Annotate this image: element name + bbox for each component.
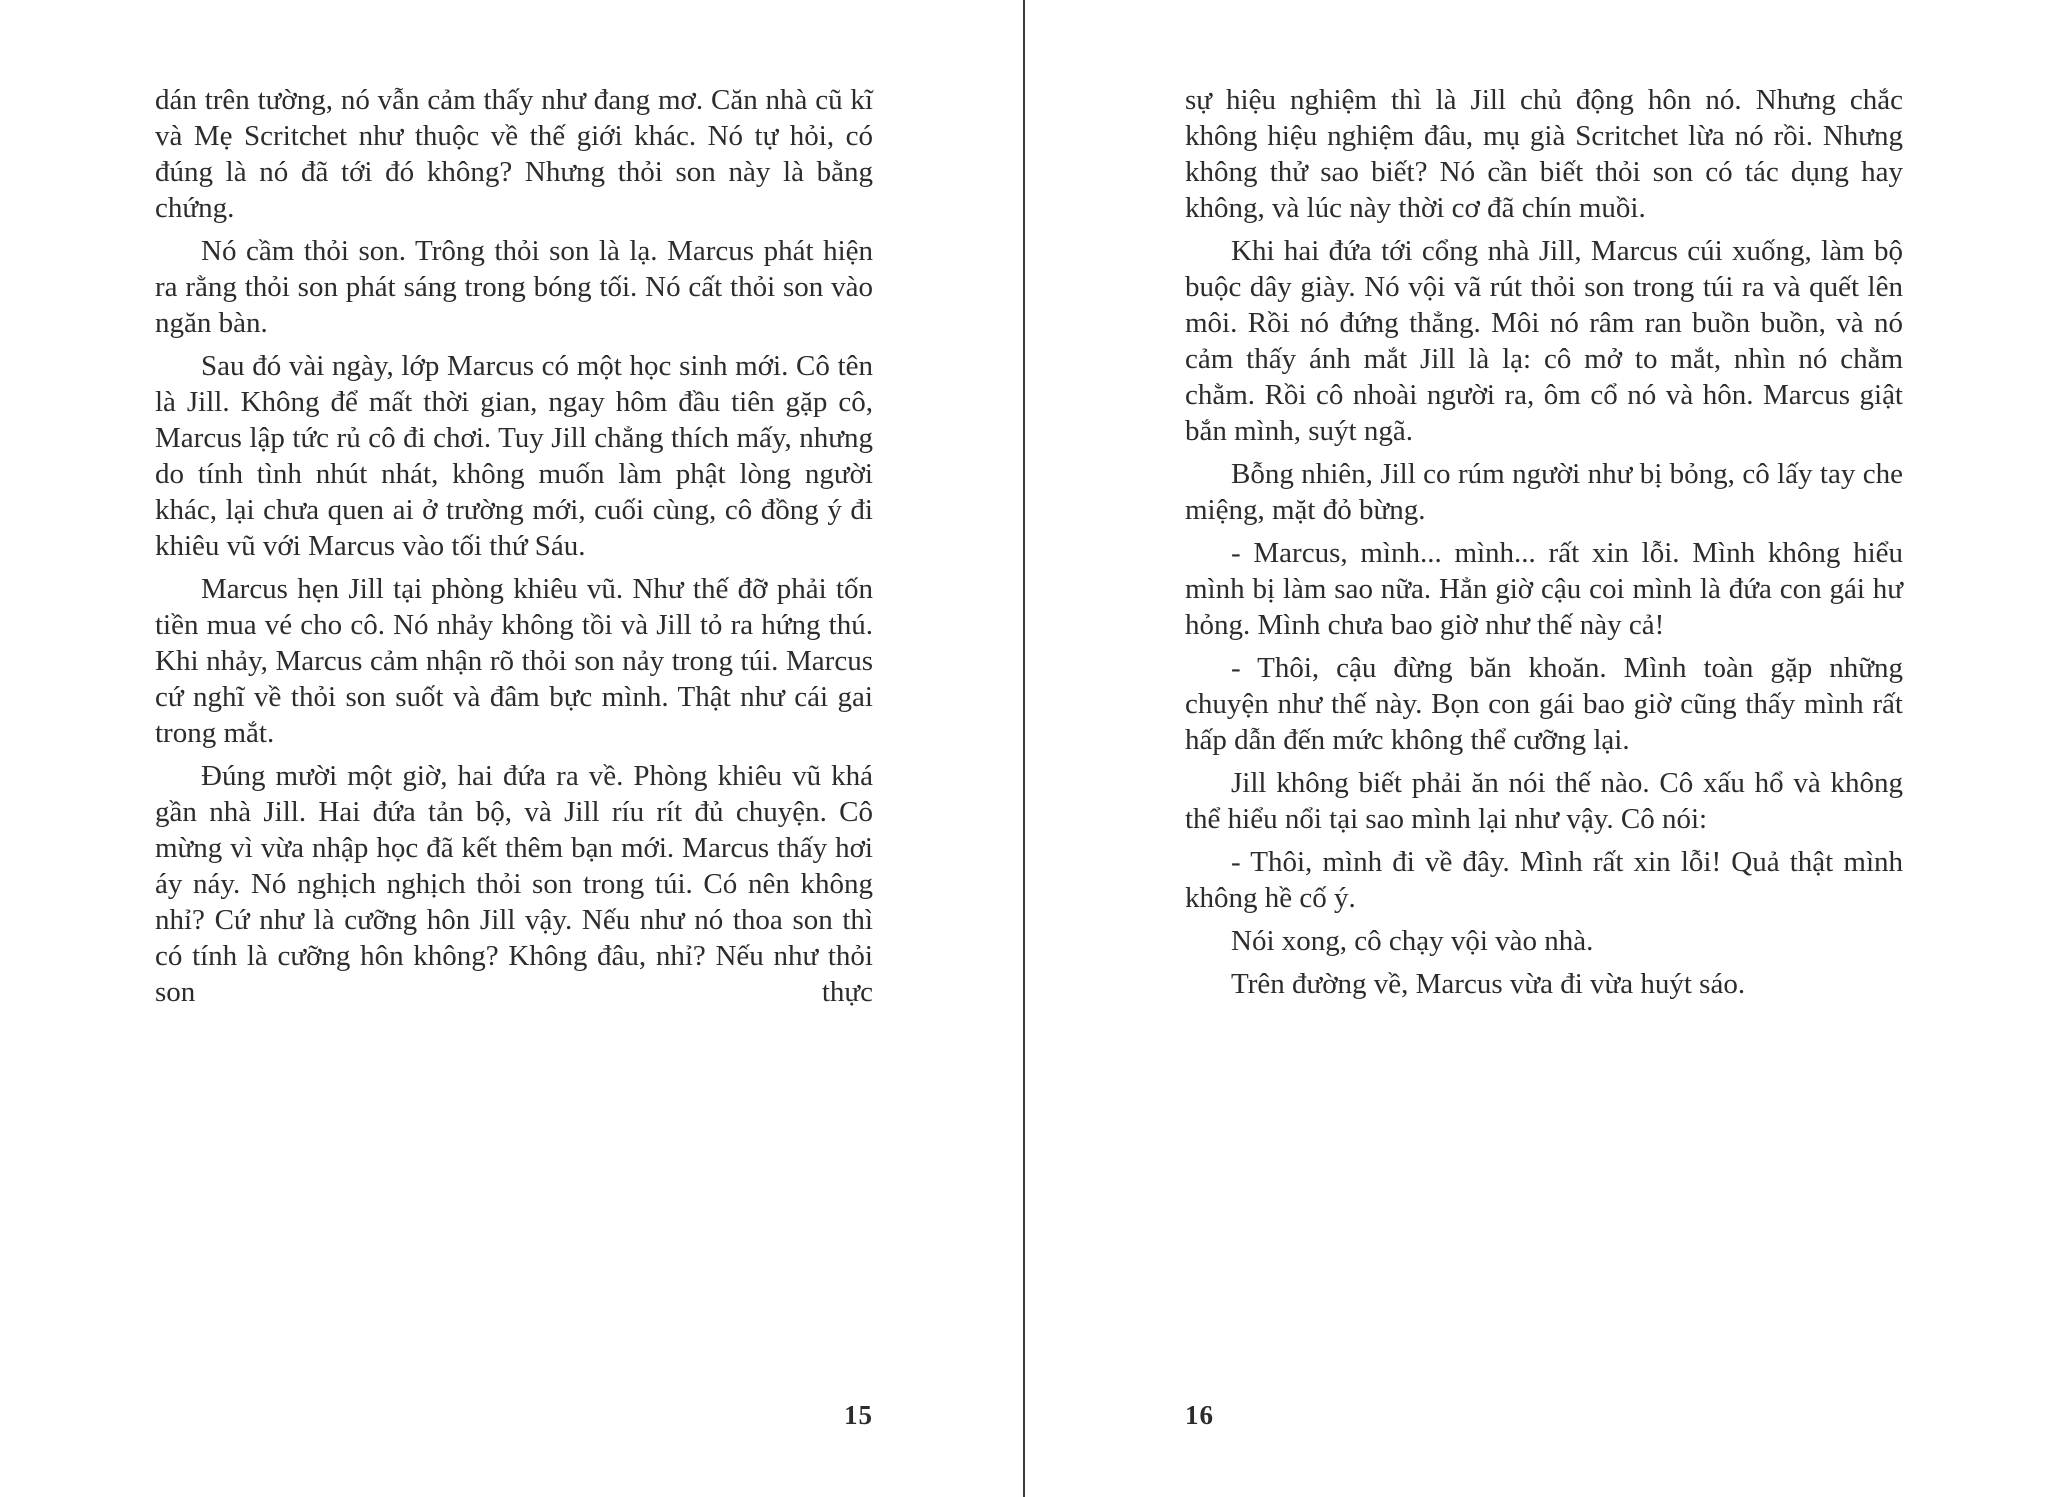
paragraph: Đúng mười một giờ, hai đứa ra về. Phòng khiêu vũ khá gần nhà Jill. Hai đứa tản bộ, và Jill ríu rít đủ chuyện. Cô mừng vì vừa nhập học đã kết thêm bạn mới. Marcus thấy hơi áy náy. Nó nghịch nghịch thỏi son trong túi. Có nên không nhỉ? Cứ như là cưỡng hôn Jill vậy. Nếu như nó thoa son thì có tính là cưỡng hôn không? Không đâu, nhỉ? Nếu như thỏi son thực xyxy=(155,760,873,1008)
paragraph: Khi hai đứa tới cổng nhà Jill, Marcus cúi xuống, làm bộ buộc dây giày. Nó vội vã rút thỏi son trong túi ra và quết lên môi. Rồi nó đứng thẳng. Môi nó râm ran buồn buồn, và nó cảm thấy ánh mắt Jill là lạ: cô mở to mắt, nhìn nó chằm chằm. Rồi cô nhoài người ra, ôm cổ nó và hôn. Marcus giật bắn mình, suýt ngã. xyxy=(1185,235,1903,447)
page-number-left: 15 xyxy=(844,1400,873,1430)
page-left-text xyxy=(155,82,873,1010)
paragraph: - Marcus, mình... mình... rất xin lỗi. Mình không hiểu mình bị làm sao nữa. Hẳn giờ cậu coi mình là đứa con gái hư hỏng. Mình chưa bao giờ như thế này cả! xyxy=(1185,537,1903,641)
paragraph: sự hiệu nghiệm thì là Jill chủ động hôn nó. Nhưng chắc không hiệu nghiệm đâu, mụ già Scritchet lừa nó rồi. Nhưng không thử sao biết? Nó cần biết thỏi son có tác dụng hay không, và lúc này thời cơ đã chín muồi. xyxy=(1185,84,1903,224)
paragraph: Nó cầm thỏi son. Trông thỏi son là lạ. Marcus phát hiện ra rằng thỏi son phát sáng trong bóng tối. Nó cất thỏi son vào ngăn bàn. xyxy=(155,235,873,339)
paragraph: dán trên tường, nó vẫn cảm thấy như đang mơ. Căn nhà cũ kĩ và Mẹ Scritchet như thuộc về thế giới khác. Nó tự hỏi, có đúng là nó đã tới đó không? Nhưng thỏi son này là bằng chứng. xyxy=(155,84,873,224)
page-number-right: 16 xyxy=(1185,1400,1214,1430)
paragraph: Jill không biết phải ăn nói thế nào. Cô xấu hổ và không thể hiểu nổi tại sao mình lại như vậy. Cô nói: xyxy=(1185,767,1903,835)
paragraph: - Thôi, mình đi về đây. Mình rất xin lỗi! Quả thật mình không hề cố ý. xyxy=(1185,846,1903,914)
page-right-text xyxy=(1185,82,1903,1002)
paragraph: Bỗng nhiên, Jill co rúm người như bị bỏng, cô lấy tay che miệng, mặt đỏ bừng. xyxy=(1185,458,1903,526)
paragraph: Trên đường về, Marcus vừa đi vừa huýt sáo. xyxy=(1231,968,1746,1000)
paragraph: Nói xong, cô chạy vội vào nhà. xyxy=(1231,925,1594,957)
page-right xyxy=(1024,0,2048,1497)
paragraph: Sau đó vài ngày, lớp Marcus có một học sinh mới. Cô tên là Jill. Không để mất thời gian, ngay hôm đầu tiên gặp cô, Marcus lập tức rủ cô đi chơi. Tuy Jill chẳng thích mấy, nhưng do tính tình nhút nhát, không muốn làm phật lòng người khác, lại chưa quen ai ở trường mới, cuối cùng, cô đồng ý đi khiêu vũ với Marcus vào tối thứ Sáu. xyxy=(155,350,873,562)
paragraph: - Thôi, cậu đừng băn khoăn. Mình toàn gặp những chuyện như thế này. Bọn con gái bao giờ cũng thấy mình rất hấp dẫn đến mức không thể cưỡng lại. xyxy=(1185,652,1903,756)
paragraph: Marcus hẹn Jill tại phòng khiêu vũ. Như thế đỡ phải tốn tiền mua vé cho cô. Nó nhảy không tồi và Jill tỏ ra hứng thú. Khi nhảy, Marcus cảm nhận rõ thỏi son nảy trong túi. Marcus cứ nghĩ về thỏi son suốt và đâm bực mình. Thật như cái gai trong mắt. xyxy=(155,573,873,749)
